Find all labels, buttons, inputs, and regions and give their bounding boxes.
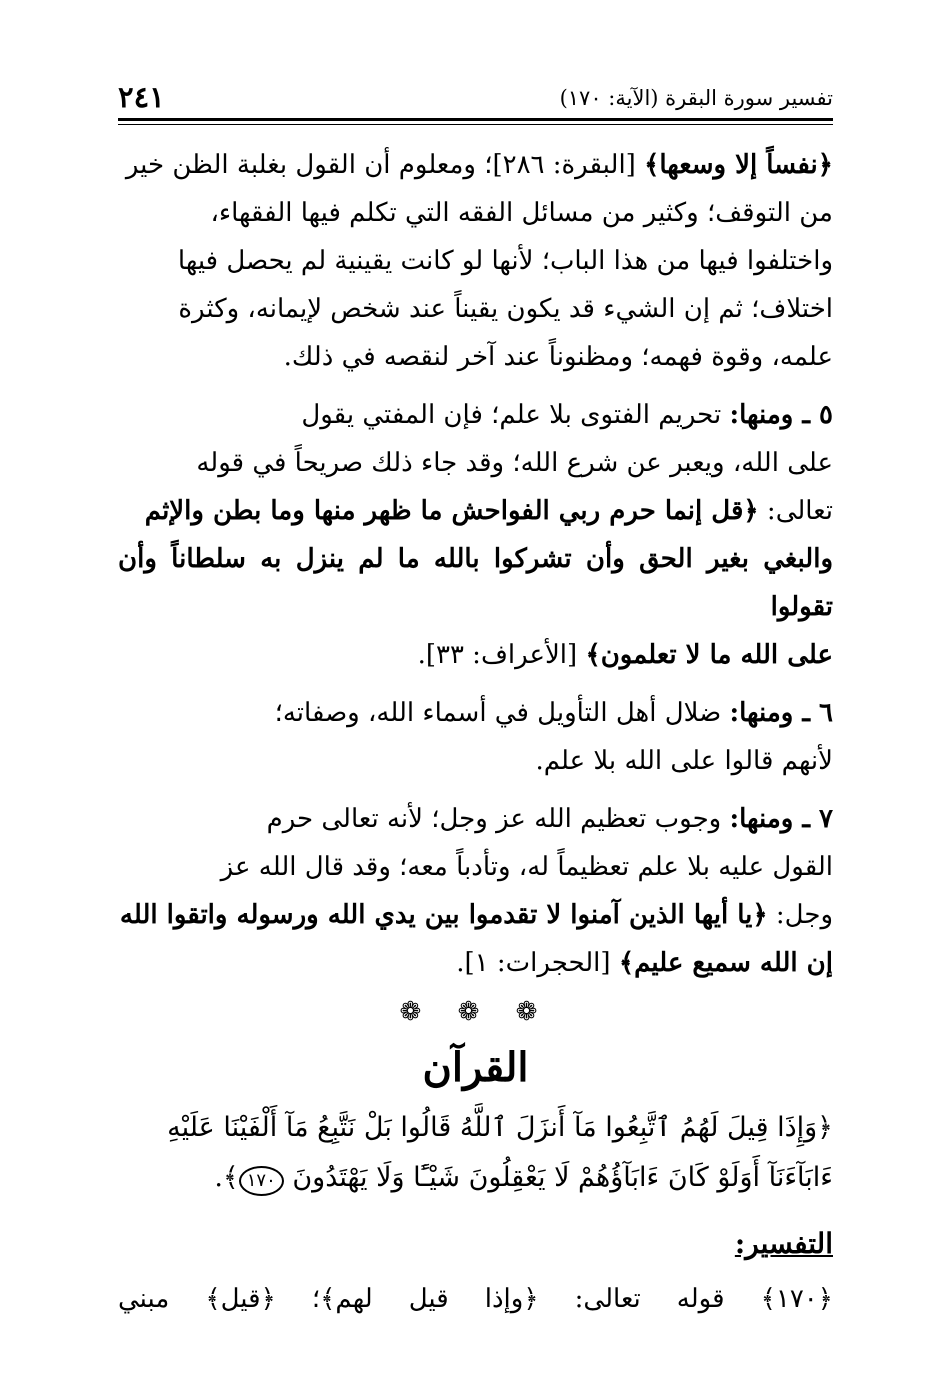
section-separator: ❁ ❁ ❁	[399, 997, 552, 1027]
quran-verse	[118, 1103, 833, 1203]
point-lead: ٧ ـ ومنها:	[729, 804, 833, 834]
paragraph-5	[118, 391, 833, 679]
header-rule-thin	[118, 124, 833, 125]
text-line: ٦ ـ ومنها: ضلال أهل التأويل في أسماء الله، وصفاته؛	[274, 698, 833, 728]
quran-quote: على الله ما لا تعلمون﴾	[585, 640, 833, 670]
text-line: اختلاف؛ ثم إن الشيء قد يكون يقيناً عند شخص لإيمانه، وكثرة	[178, 294, 833, 324]
point-lead: ٦ ـ ومنها:	[729, 698, 833, 728]
verse-line-2: ءَابَآءَنَآ أَوَلَوْ كَانَ ءَابَآؤُهُمْ لَا يَعْقِلُونَ شَيْـًٔا وَلَا يَهْتَدُونَ ١٧٠﴾.	[118, 1153, 833, 1203]
quran-quote: ﴿نفساً إلا وسعها﴾	[644, 150, 833, 180]
page-number: ٢٤١	[118, 80, 165, 114]
text-line: والبغي بغير الحق وأن تشركوا بالله ما لم ينزل به سلطاناً وأن تقولوا	[118, 544, 833, 622]
paragraph-7	[118, 795, 833, 987]
book-page	[118, 80, 833, 1323]
text-line: وجل: ﴿يا أيها الذين آمنوا لا تقدموا بين يدي الله ورسوله واتقوا الله	[119, 900, 833, 930]
text-line: ﴿نفساً إلا وسعها﴾ [البقرة: ٢٨٦]؛ ومعلوم أن القول بغلبة الظن خير	[125, 150, 833, 180]
ayah-number-icon: ١٧٠	[239, 1166, 284, 1196]
text-line: علمه، وقوة فهمه؛ ومظنوناً عند آخر لنقصه في ذلك.	[283, 342, 833, 372]
text-line: واختلفوا فيها من هذا الباب؛ لأنها لو كانت يقينية لم يحصل فيها	[177, 246, 833, 276]
quran-quote: ﴿يا أيها الذين آمنوا لا تقدموا بين يدي الله ورسوله واتقوا الله	[119, 900, 768, 930]
section-title: القرآن	[422, 1044, 529, 1091]
text-line: ٧ ـ ومنها: وجوب تعظيم الله عز وجل؛ لأنه تعالى حرم	[266, 804, 833, 834]
point-lead: ٥ ـ ومنها:	[729, 400, 833, 430]
text-line: القول عليه بلا علم تعظيماً له، وتأدباً معه؛ وقد قال الله عز	[220, 852, 833, 882]
running-title: تفسير سورة البقرة (الآية: ١٧٠)	[559, 86, 833, 110]
text-line: على الله ما لا تعلمون﴾ [الأعراف: ٣٣].	[417, 640, 833, 670]
text-line: من التوقف؛ وكثير من مسائل الفقه التي تكلم فيها الفقهاء،	[210, 198, 833, 228]
body-text	[118, 141, 833, 987]
text-line: تعالى: ﴿قل إنما حرم ربي الفواحش ما ظهر منها وما بطن والإثم	[144, 496, 833, 526]
header-rule-thick	[118, 118, 833, 121]
text-line: ٥ ـ ومنها: تحريم الفتوى بلا علم؛ فإن المفتي يقول	[301, 400, 833, 430]
text-line: على الله، ويعبر عن شرع الله؛ وقد جاء ذلك صريحاً في قوله	[196, 448, 833, 478]
text-line: إن الله سميع عليم﴾ [الحجرات: ١].	[456, 948, 833, 978]
quran-quote: إن الله سميع عليم﴾	[618, 948, 833, 978]
text-line: لأنهم قالوا على الله بلا علم.	[535, 746, 833, 776]
tafsir-heading: التفسير:	[734, 1227, 833, 1260]
tafsir-text-line: ﴿١٧٠﴾ قوله تعالى: ﴿وإذا قيل لهم﴾؛ ﴿قيل﴾ مبني	[118, 1284, 833, 1314]
paragraph-6	[118, 689, 833, 785]
quran-quote: ﴿قل إنما حرم ربي الفواحش ما ظهر منها وما بطن والإثم	[144, 496, 759, 526]
verse-line-1: ﴿وَإِذَا قِيلَ لَهُمُ ٱتَّبِعُوا مَآ أَنزَلَ ٱللَّهُ قَالُوا بَلْ نَتَّبِعُ مَآ أَلْفَيْنَا عَلَيْهِ	[167, 1112, 833, 1143]
page-header	[118, 80, 833, 118]
paragraph-1	[118, 141, 833, 381]
